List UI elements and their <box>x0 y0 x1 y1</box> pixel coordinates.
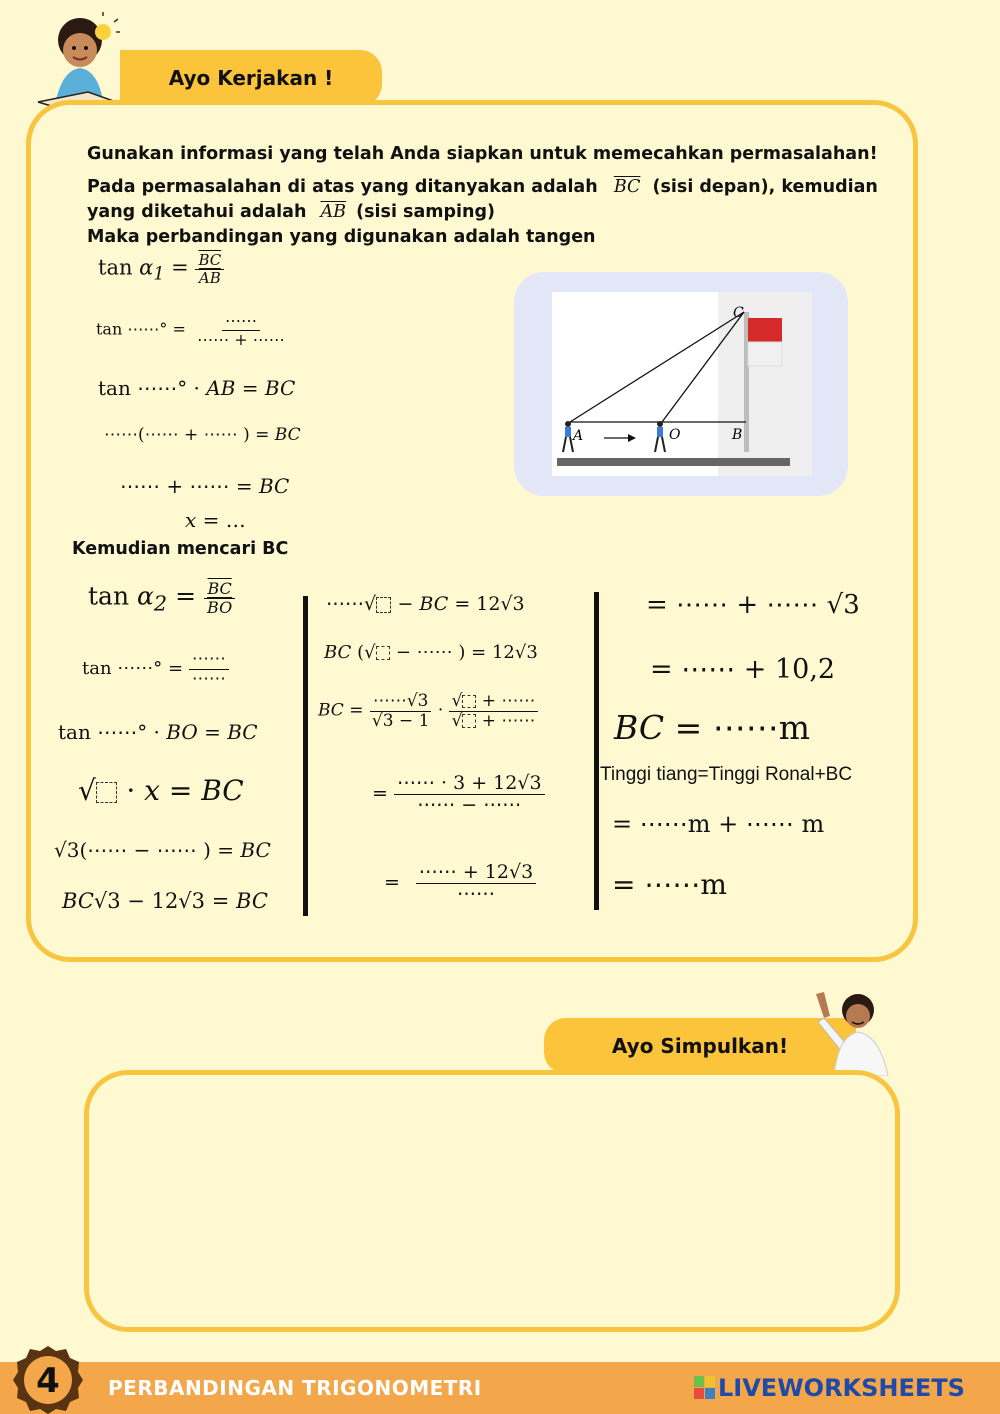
eq-col2-3: BC = $\frac{\cdots\cdots√3}{√3 - 1}$ · $\frac{√ + \cdots\cdots}{√ + \cdots\cdots}$ <box>318 692 538 730</box>
tinggi-tiang-note: Tinggi tiang=Tinggi Ronal+BC <box>600 764 853 785</box>
ground <box>557 458 790 466</box>
instruction-line-3: yang diketahui adalah $\overline{AB}$ (sisi samping) <box>87 202 496 222</box>
eq-col2-1: ⋯⋯√ − BC = 12√3 <box>326 593 525 615</box>
eq-col2-2: BC (√ − ⋯⋯ ) = 12√3 <box>324 642 538 663</box>
brand-text: LIVEWORKSHEETS <box>718 1374 965 1402</box>
section1-title: Ayo Kerjakan ! <box>168 66 334 90</box>
label-c: C <box>733 305 744 321</box>
eq-col3-1: = ⋯⋯ + ⋯⋯ √3 <box>646 590 860 620</box>
instruction-line-1: Gunakan informasi yang telah Anda siapkan untuk memecahkan permasalahan! <box>87 144 878 164</box>
instruction-line-2: Pada permasalahan di atas yang ditanyakan adalah $\overline{BC}$ (sisi depan), kemudian <box>87 177 878 197</box>
eq-tan-bo: tan ⋯⋯° · BO = BC <box>58 720 258 744</box>
footer-title: PERBANDINGAN TRIGONOMETRI <box>108 1376 482 1400</box>
eq-bc-root3: BC√3 − 12√3 = BC <box>62 889 268 913</box>
flag-red <box>748 318 782 342</box>
eq-col2-5: = $\frac{\cdots\cdots + 12√3}{\cdots\cdots}$ <box>384 862 546 905</box>
eq-col3-bc: BC = ⋯⋯m <box>614 708 811 747</box>
divider-2 <box>594 592 599 910</box>
subheading-mencari-bc: Kemudian mencari BC <box>72 539 289 559</box>
divider-1 <box>303 596 308 916</box>
label-b: B <box>732 427 743 443</box>
eq-tan-ab: tan ⋯⋯° · AB = BC <box>98 376 296 400</box>
eq-tan-fraction: tan ⋯⋯° = $\frac{\cdots\cdots}{\cdots\cdots + \cdots\cdots}$ <box>96 311 285 349</box>
teacher-waving-illustration <box>808 986 892 1076</box>
eq-root-x: √ · x = BC <box>78 774 244 807</box>
eq-col3-3: = ⋯⋯m + ⋯⋯ m <box>612 810 825 838</box>
eq-bracket: ⋯⋯(⋯⋯ + ⋯⋯ ) = BC <box>104 425 301 445</box>
eq-col2-4: = $\frac{\cdots\cdots \cdot 3 + 12√3}{\cdots\cdots - \cdots\cdots}$ <box>372 773 545 816</box>
eq-sum: ⋯⋯ + ⋯⋯ = BC <box>120 474 290 498</box>
label-a: A <box>573 428 584 444</box>
eq-tan-alpha2: $\tan \alpha_2$ = $\frac{\overline{BC}}{BO}$ <box>88 580 235 616</box>
section2-title: Ayo Simpulkan! <box>611 1034 789 1058</box>
eq-tan-fraction-2: tan ⋯⋯° = $\frac{\cdots\cdots}{\cdots\cdots}$ <box>82 650 229 688</box>
bc-segment: $\overline{BC}$ <box>613 177 641 197</box>
eq-col3-2: = ⋯⋯ + 10,2 <box>650 654 836 685</box>
eq-x: x = … <box>185 508 246 532</box>
liveworksheets-logo[interactable] <box>694 1374 965 1402</box>
ayo-kerjakan-badge <box>120 50 382 106</box>
label-o: O <box>669 427 681 443</box>
page-number-badge <box>12 1344 84 1414</box>
flag-white <box>748 342 782 366</box>
ab-segment: $\overline{AB}$ <box>320 202 347 222</box>
conclusion-box[interactable] <box>84 1070 900 1332</box>
eq-tan-alpha1: $\tan \alpha_1$ = $\frac{\overline{BC}}{AB}$ <box>98 252 224 286</box>
eq-root3-bracket: √3(⋯⋯ − ⋯⋯ ) = BC <box>54 838 271 862</box>
flagpole-diagram <box>552 292 812 476</box>
instructions <box>87 142 897 250</box>
instruction-line-4: Maka perbandingan yang digunakan adalah tangen <box>87 227 596 247</box>
liveworksheets-logo-icon <box>694 1376 716 1400</box>
page-number: 4 <box>36 1361 60 1401</box>
eq-col3-4: = ⋯⋯m <box>612 868 727 901</box>
